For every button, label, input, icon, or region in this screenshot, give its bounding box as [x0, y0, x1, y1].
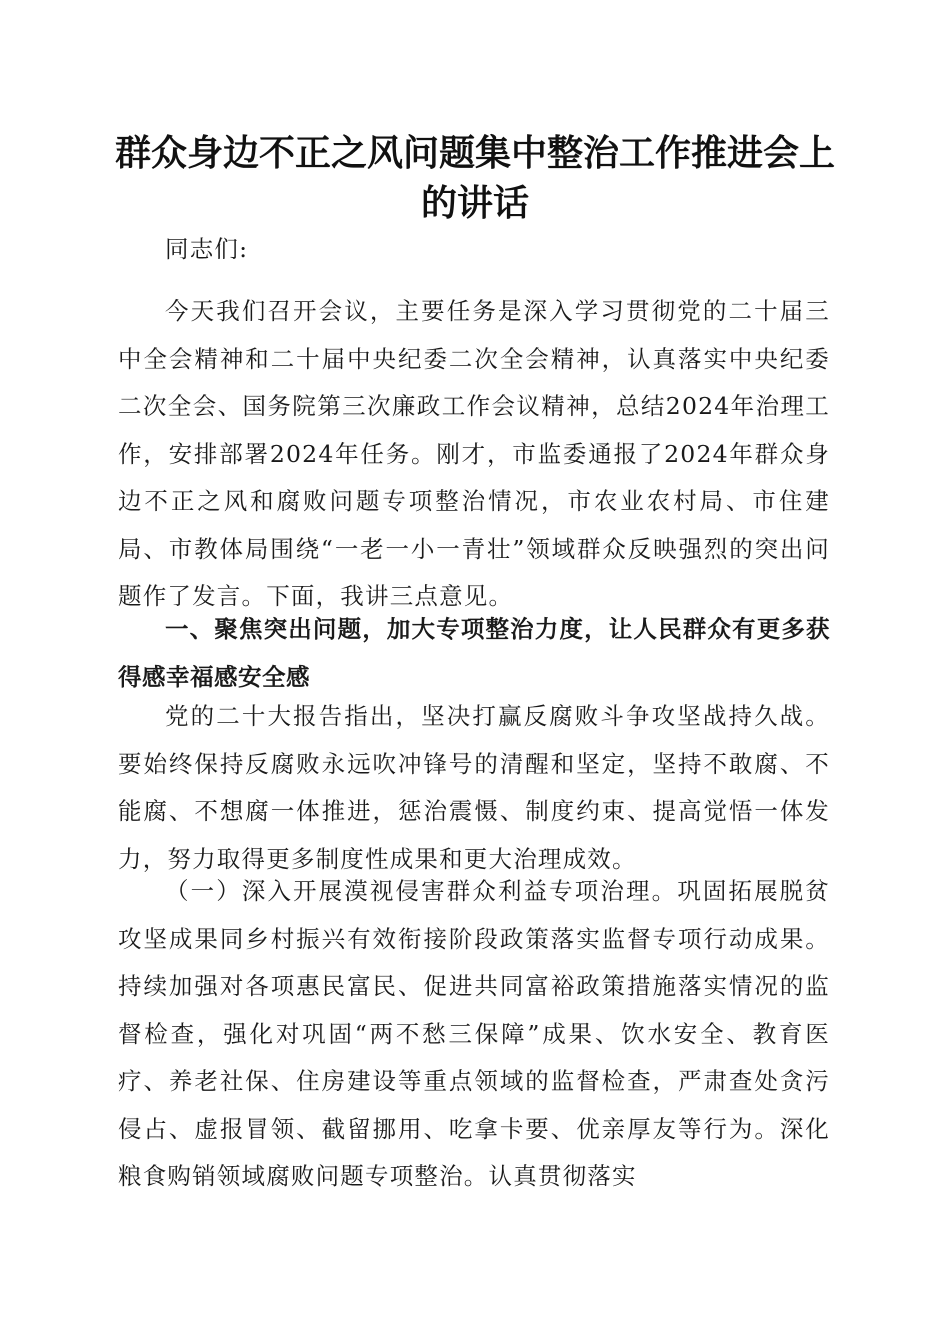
salutation: 同志们:: [165, 235, 249, 263]
paragraph-section1-body: 党的二十大报告指出，坚决打赢反腐败斗争攻坚战持久战。要始终保持反腐败永远吹冲锋号的清醒和坚定，坚持不敢腐、不能腐、不想腐一体推进，惩治震慑、制度约束、提高觉悟一体发力，努力取得更多制度性成果和更大治理成效。: [118, 702, 830, 873]
document-title: 群众身边不正之风问题集中整治工作推进会上的讲话: [114, 132, 835, 224]
paragraph-intro: 今天我们召开会议，主要任务是深入学习贯彻党的二十届三中全会精神和二十届中央纪委二次全会精神，认真落实中央纪委二次全会、国务院第三次廉政工作会议精神，总结2024年治理工作，安排部署2024年任务。刚才，市监委通报了2024年群众身边不正之风和腐败问题专项整治情况，市农业农村局、市住建局、市教体局围绕“一老一小一青壮”领域群众反映强烈的突出问题作了发言。下面，我讲三点意见。: [118, 297, 830, 610]
paragraph-subsection-1: （一）深入开展漠视侵害群众利益专项治理。巩固拓展脱贫攻坚成果同乡村振兴有效衔接阶段政策落实监督专项行动成果。持续加强对各项惠民富民、促进共同富裕政策措施落实情况的监督检查，强化对巩固“两不愁三保障”成果、饮水安全、教育医疗、养老社保、住房建设等重点领域的监督检查，严肃查处贪污侵占、虚报冒领、截留挪用、吃拿卡要、优亲厚友等行为。深化粮食购销领域腐败问题专项整治。认真贯彻落实: [118, 877, 830, 1190]
section-heading-1: 一、聚焦突出问题，加大专项整治力度，让人民群众有更多获得感幸福感安全感: [118, 615, 830, 691]
